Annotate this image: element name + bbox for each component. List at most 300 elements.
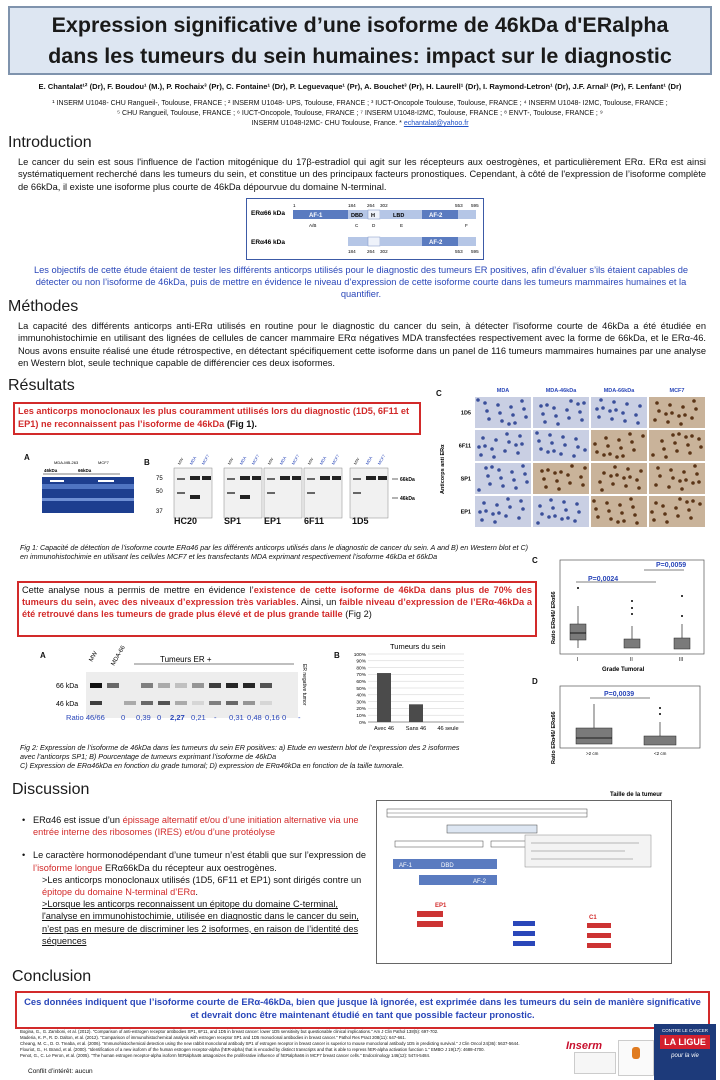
ihc-nucleus — [628, 475, 632, 479]
ihc-nucleus — [658, 474, 662, 478]
oncopole-logo — [618, 1040, 654, 1076]
blot2-band-46 — [158, 701, 170, 705]
ihc-nucleus — [549, 498, 553, 502]
ihc-nucleus — [573, 519, 577, 523]
ihc-nucleus — [554, 414, 558, 418]
ihc-nucleus — [548, 433, 552, 437]
ihc-nucleus — [538, 504, 542, 508]
affiliation-line-3 — [10, 119, 710, 129]
ihc-nucleus — [678, 479, 682, 483]
ihc-nucleus — [697, 437, 701, 441]
domain46-num-553: 553 — [455, 249, 463, 254]
ihc-nucleus — [480, 518, 484, 522]
fig2a-lane-mw: MW — [88, 650, 100, 663]
fig2b-chart — [342, 638, 468, 738]
ihc-nucleus — [478, 510, 482, 514]
ihc-nucleus — [621, 411, 625, 415]
ihc-nucleus — [675, 449, 679, 453]
ihc-nucleus — [484, 509, 488, 513]
ihc-nucleus — [619, 446, 623, 450]
chart-ytick-label: 30% — [356, 700, 366, 706]
ihc-axis-label: Anticorps anti ERα — [440, 444, 446, 494]
ratio-11: - — [298, 713, 301, 722]
ihc-nucleus — [622, 476, 626, 480]
blot-ladder — [227, 478, 235, 480]
ihc-nucleus — [545, 403, 549, 407]
university-logo — [574, 1052, 616, 1074]
ihc-nucleus — [593, 442, 597, 446]
blot-band-66 — [202, 476, 211, 480]
ihc-nucleus — [521, 507, 525, 511]
ratio-9: 0,16 — [265, 713, 280, 722]
ihc-nucleus — [621, 454, 625, 458]
ihc-nucleus — [574, 437, 578, 441]
blot-lane-label: MW — [176, 456, 185, 466]
email-link[interactable]: echantalat@yahoo.fr — [403, 120, 469, 127]
ihc-column-label: MDA — [496, 388, 510, 394]
ihc-nucleus — [662, 447, 666, 451]
ihc-nucleus — [687, 508, 691, 512]
fig2a-ratio-row — [66, 713, 326, 725]
blot2-band-66 — [90, 683, 102, 688]
ihc-nucleus — [604, 436, 608, 440]
ihc-nucleus — [524, 415, 528, 419]
ihc-nucleus — [654, 501, 658, 505]
ihc-nucleus — [546, 450, 550, 454]
bullet-1-b: épissage alternatif et/ou d’une initiation alternative via une entrée interne des ribosomes (IRES) et/ou d’une protéolyse — [33, 815, 359, 838]
ihc-nucleus — [576, 445, 580, 449]
ihc-nucleus — [618, 503, 622, 507]
domain-af1-label: AF-1 — [309, 213, 323, 219]
disc-ep1-label: EP1 — [435, 903, 447, 909]
ihc-nucleus — [498, 411, 502, 415]
ihc-nucleus — [559, 470, 563, 474]
ihc-nucleus — [638, 404, 642, 408]
fig2c-tick-3: III — [679, 657, 684, 663]
ihc-nucleus — [613, 465, 617, 469]
blot-lane-label: MW — [352, 456, 361, 466]
ihc-nucleus — [667, 485, 671, 489]
finding-2-part-d: faible niveau d’expression de l’ERα-46kDa a été retrouvé dans les tumeurs de grade plus élevé et de plus grande taille — [22, 597, 533, 620]
ihc-nucleus — [583, 466, 587, 470]
ihc-nucleus — [511, 413, 515, 417]
ligue-logo-subtitle: CONTRE LE CANCER — [661, 1028, 708, 1033]
ihc-nucleus — [499, 476, 503, 480]
ligue-logo — [654, 1024, 716, 1080]
blot2-band-66 — [226, 683, 238, 688]
blot2-band-46 — [90, 701, 102, 705]
fig2d-axis-label: Ratio ERα46/ ERα66 — [551, 711, 557, 764]
blot-band-66 — [252, 476, 261, 480]
ihc-nucleus — [486, 474, 490, 478]
ihc-nucleus — [623, 419, 627, 423]
blot2-band-66 — [107, 683, 119, 688]
blot2-band-66 — [158, 683, 170, 688]
blot-band-66 — [190, 476, 200, 480]
blot-ladder — [227, 492, 235, 494]
ihc-nucleus — [694, 407, 698, 411]
ihc-nucleus — [612, 400, 616, 404]
domain-af2-label: AF-2 — [429, 213, 443, 219]
chart-ytick-label: 50% — [356, 686, 366, 692]
ratio-6: - — [214, 713, 217, 722]
ihc-nucleus — [552, 449, 556, 453]
ihc-nucleus — [605, 501, 609, 505]
ihc-nucleus — [615, 455, 619, 459]
ihc-nucleus — [509, 405, 513, 409]
antibody-1d5: 1D5 — [352, 516, 369, 526]
ratio-5: 0,21 — [191, 713, 206, 722]
ihc-nucleus — [562, 500, 566, 504]
ihc-nucleus — [608, 409, 612, 413]
ihc-nucleus — [678, 497, 682, 501]
blot-lane-label: MCF7 — [376, 453, 387, 466]
chart-ytick-label: 80% — [356, 666, 366, 672]
intro-text: Le cancer du sein est sous l'influence de l'action mitogénique du 17β-estradiol qui agit sur les récepteurs aux oestrogènes, et particulièrement ERα. ERα est ainsi systématiquement recherché dans les tumeurs du sein, et constitue un des principaux facteurs pronostiques. Cependant, à côté de l'expression de l’isoforme complète de 66kDa, il existe une isoforme plus courte de 46kDa dépourvue du domaine N-terminal. — [18, 157, 706, 192]
ihc-nucleus — [483, 401, 487, 405]
ihc-nucleus — [540, 469, 544, 473]
ihc-nucleus — [565, 408, 569, 412]
ihc-nucleus — [514, 443, 518, 447]
ihc-nucleus — [577, 510, 581, 514]
ihc-nucleus — [550, 441, 554, 445]
ihc-nucleus — [537, 439, 541, 443]
fig1a-col-mcf7: MCF7 — [98, 460, 109, 465]
fig1a-blot-svg — [40, 458, 136, 518]
blot-band-66 — [320, 476, 330, 480]
ihc-nucleus — [690, 416, 694, 420]
fig1b-mw-75: 75 — [156, 476, 163, 482]
finding-2-part-e: (Fig 2) — [342, 609, 372, 620]
ihc-nucleus — [691, 499, 695, 503]
fig2a-tumeurs-er: Tumeurs ER + — [160, 655, 212, 664]
bullet-2-c: ERα66kDa du récepteur aux oestrogènes. — [102, 862, 277, 873]
chart-category-label: Sans 46 — [405, 726, 427, 732]
finding-2-part-a: Cette analyse nous a permis de mettre en évidence l’ — [22, 585, 254, 595]
ihc-nucleus — [652, 518, 656, 522]
ihc-nucleus — [522, 407, 526, 411]
ihc-nucleus — [628, 432, 632, 436]
domain46-num-595: 595 — [471, 249, 479, 254]
conclusion-heading: Conclusion — [12, 968, 92, 985]
fig2c-box-grade-2 — [624, 639, 640, 648]
chart-category-label: Avec 46 — [373, 726, 395, 732]
ihc-nucleus — [578, 410, 582, 414]
ihc-nucleus — [579, 475, 583, 479]
blot-band-66 — [332, 476, 341, 480]
ihc-nucleus — [523, 472, 527, 476]
ihc-nucleus — [575, 502, 579, 506]
reference-1: Bogina, G., G. Zamboni, et al. (2012). "Comparison of anti-estrogen receptor antibodies SP1, 6F11, and 1D5 in breast cancer: lower 1D5 sensitivity but questionable clinical implications." Am J Clin Pathol 138(5): 697-702. — [20, 1029, 439, 1034]
ihc-nucleus — [539, 404, 543, 408]
ihc-nucleus — [634, 413, 638, 417]
ihc-nucleus — [490, 447, 494, 451]
ihc-nucleus — [520, 442, 524, 446]
fig1a-row-46: 46kDa — [44, 468, 58, 473]
disc-af1-label: AF-1 — [399, 863, 413, 869]
domain-letter-ab: A/B — [309, 223, 317, 228]
blot-band-66 — [378, 476, 387, 480]
ihc-nucleus — [494, 438, 498, 442]
ihc-nucleus — [684, 478, 688, 482]
sub-1-b: épitope du domaine N-terminal d’ERα — [42, 887, 196, 898]
fig2b-chart-svg — [342, 638, 468, 738]
fig1-label-b: B — [144, 458, 150, 467]
blot-lane-label: MDA — [364, 455, 374, 466]
blot-ladder — [353, 492, 361, 494]
ihc-row-label: 6F11 — [458, 443, 471, 450]
ihc-tile — [591, 430, 647, 461]
ihc-nucleus — [512, 478, 516, 482]
ihc-nucleus — [555, 479, 559, 483]
domain-letter-c: C — [355, 223, 359, 228]
ihc-nucleus — [516, 451, 520, 455]
ihc-nucleus — [510, 470, 514, 474]
blot2-band-46 — [141, 701, 153, 705]
ihc-nucleus — [656, 466, 660, 470]
ihc-nucleus — [600, 488, 604, 492]
blot-ladder — [353, 478, 361, 480]
blot-lane-label: MDA — [238, 455, 248, 466]
ihc-nucleus — [673, 441, 677, 445]
ihc-nucleus — [670, 411, 674, 415]
ihc-nucleus — [676, 514, 680, 518]
fig1b-mw-37: 37 — [156, 509, 163, 515]
ihc-nucleus — [697, 480, 701, 484]
fig2d-box-large — [576, 728, 612, 744]
ihc-nucleus — [597, 415, 601, 419]
ihc-nucleus — [525, 480, 529, 484]
ihc-nucleus — [655, 401, 659, 405]
ihc-nucleus — [651, 453, 655, 457]
ihc-nucleus — [633, 513, 637, 517]
domain-label-46: ERα46 kDa — [251, 239, 285, 246]
ihc-nucleus — [514, 486, 518, 490]
title-banner — [8, 6, 712, 75]
ihc-nucleus — [501, 484, 505, 488]
blot-lane-label: MW — [306, 456, 315, 466]
discussion-heading: Discussion — [12, 781, 90, 798]
bullet-2-a: Le caractère hormonodépendant d’une tumeur n’est établi que sur l’expression de — [33, 850, 367, 861]
affiliation-line-2: ⁵ CHU Rangueil, Toulouse, FRANCE ; ⁶ IUCT-Oncopole, Toulouse, FRANCE ; ⁷ INSERM U1048-I2MC, Toulouse, FRANCE ; ⁸ ENVT-, Toulouse, FRANCE ; ⁹ — [117, 110, 603, 117]
ihc-row-label: 1D5 — [460, 410, 471, 417]
blot-lane-label: MW — [226, 456, 235, 466]
ihc-nucleus — [615, 473, 619, 477]
ihc-nucleus — [635, 478, 639, 482]
fig2c-box-grade-3 — [674, 638, 690, 649]
antibody-sp1: SP1 — [224, 516, 242, 526]
ihc-nucleus — [481, 436, 485, 440]
ratio-4: 2,27 — [170, 713, 185, 722]
ihc-nucleus — [484, 466, 488, 470]
ihc-nucleus — [631, 505, 635, 509]
ligue-logo-title: LA LIGUE — [660, 1035, 710, 1049]
chart-ytick-label: 60% — [356, 680, 366, 685]
ihc-nucleus — [540, 512, 544, 516]
ihc-tile — [649, 496, 705, 527]
fig2c-boxplot-svg — [546, 556, 706, 674]
fig2d-tick-1: >2 cm — [586, 751, 599, 756]
ihc-nucleus — [641, 434, 645, 438]
conflict-statement: Conflit d’intérêt: aucun — [28, 1068, 93, 1075]
ihc-nucleus — [610, 417, 614, 421]
ihc-nucleus — [479, 453, 483, 457]
objective-text: Les objectifs de cette étude étaient de tester les différents anticorps utilisés pour le diagnostic des tumeurs ER positives, afin d’évaluer s’ils étaient capables de détecter ou non l’isoforme de 46kDa, puis de mettre en évidence le niveau d’expression de cette isoforme courte dans les tumeurs mammaires humaines et la quantifier. — [33, 265, 689, 299]
affiliations — [10, 99, 710, 129]
blot-band-66 — [280, 476, 290, 480]
chart-ytick-label: 10% — [356, 714, 366, 719]
fig2a-row-46: 46 kDa — [56, 701, 79, 708]
fig2c-box-grade-1 — [570, 624, 586, 640]
ihc-nucleus — [513, 421, 517, 425]
chart-ytick-label: 70% — [356, 673, 366, 679]
ihc-nucleus — [632, 448, 636, 452]
chart-ytick-label: 0% — [359, 720, 366, 726]
reference-4: Flouriot, G., H. Brand, et al. (2000). "Identification of a new isoform of the human estrogen receptor-alpha (hER-alpha) that is encoded by distinct transcripts and that is able to repress hER-alpha activation function 1." EMBO J 19(17): 4688-4700. — [20, 1047, 485, 1052]
ihc-nucleus — [682, 470, 686, 474]
ihc-nucleus — [582, 401, 586, 405]
ihc-nucleus — [637, 486, 641, 490]
ihc-nucleus — [661, 504, 665, 508]
finding-2-part-c: . Ainsi, un — [296, 597, 340, 608]
ihc-nucleus — [492, 455, 496, 459]
ihc-nucleus — [566, 516, 570, 520]
ihc-nucleus — [547, 515, 551, 519]
ihc-nucleus — [609, 474, 613, 478]
ratio-3: 0 — [157, 713, 162, 722]
blot-lane-label: MCF7 — [290, 453, 301, 466]
ihc-nucleus — [636, 421, 640, 425]
fig2-label-c: C — [532, 556, 538, 565]
ihc-nucleus — [517, 516, 521, 520]
fig1b-kda-66: 66kDa — [400, 477, 415, 483]
ihc-nucleus — [544, 485, 548, 489]
ihc-tile — [533, 430, 589, 461]
ratio-7: 0,31 — [229, 713, 244, 722]
ihc-nucleus — [688, 451, 692, 455]
ihc-nucleus — [685, 500, 689, 504]
fig1-label-a: A — [24, 453, 30, 462]
ihc-nucleus — [580, 418, 584, 422]
disc-c1-label: C1 — [589, 915, 597, 921]
blot-lane-label: MDA — [318, 455, 328, 466]
ihc-nucleus — [543, 420, 547, 424]
ihc-nucleus — [668, 403, 672, 407]
ihc-nucleus — [485, 409, 489, 413]
blot-ladder — [307, 478, 315, 480]
fig2-label-a: A — [40, 651, 46, 660]
ihc-nucleus — [669, 468, 673, 472]
fig2c-boxplot — [546, 556, 706, 674]
blot2-band-46 — [192, 701, 204, 705]
ihc-nucleus — [691, 481, 695, 485]
blot-band-46 — [190, 495, 200, 499]
methods-text: La capacité des différents anticorps anti-ERα utilisés en routine pour le diagnostic du cancer du sein, à détecter l'isoforme courte de 46kDa a été étudiée en immunohistochimie en utilisant des lignées de cellules de cancer mammaire ERα négatives MDA transfectées respectivement avec la forme de 66kDa, et le ERα-46. Nous avons ensuite réalisé une étude rétrospective, en détectant spécifiquement cette isoforme dans un panel de 116 tumeurs mammaires humaines par une analyse en Western blot, seule technique capable de différencier ces deux isoformes. — [18, 321, 706, 369]
finding-1-suffix: (Fig 1). — [224, 418, 257, 429]
blot-lane-label: MDA — [188, 455, 198, 466]
fig1a-col-mda: MDA-MB-263 — [54, 460, 79, 465]
results-heading: Résultats — [8, 377, 75, 394]
ihc-nucleus — [507, 422, 511, 426]
ihc-nucleus — [689, 516, 693, 520]
blot2-band-66 — [175, 683, 187, 688]
blot-lane-label: MW — [266, 456, 275, 466]
ihc-nucleus — [500, 419, 504, 423]
ihc-nucleus — [572, 454, 576, 458]
ihc-column-label: MDA-66kDa — [603, 388, 635, 394]
ihc-nucleus — [594, 507, 598, 511]
domain-letter-d: D — [372, 223, 376, 228]
fig2-caption-line-3: C) Expression de ERα46kDa en fonction du grade tumoral; D) expression de ERα46kDa en fonction de la taille tumorale. — [20, 761, 405, 770]
chart-ytick-label: 100% — [353, 652, 366, 658]
ihc-nucleus — [660, 439, 664, 443]
chart-ytick-label: 20% — [356, 707, 366, 713]
ihc-nucleus — [626, 467, 630, 471]
ihc-nucleus — [497, 468, 501, 472]
ihc-nucleus — [692, 399, 696, 403]
ihc-nucleus — [614, 408, 618, 412]
bullet-1-a: ERα46 est issue d’un — [33, 815, 123, 825]
ihc-nucleus — [541, 412, 545, 416]
blot2-band-46 — [243, 701, 255, 705]
discussion-diagram — [376, 800, 672, 964]
ihc-nucleus — [698, 502, 702, 506]
ihc-nucleus — [699, 445, 703, 449]
blot-ladder — [177, 492, 185, 494]
authors: E. Chantalat¹² (Dr), F. Boudou¹ (M.), P. Rochaix³ (Pr), C. Fontaine¹ (Dr), P. Leguevaque¹ (Pr), A. Bouchet³ (Pr), H. Laurell¹ (Dr), I. Raymond-Letron¹ (Dr), J.F. Arnal¹ (Pr), F. Lenfant¹ (Dr) — [38, 82, 682, 91]
ihc-nucleus — [693, 464, 697, 468]
fig1c-ihc-svg — [436, 384, 714, 532]
domain46-f-block — [458, 237, 476, 246]
ihc-nucleus — [496, 403, 500, 407]
fig2c-tick-2: II — [630, 657, 633, 663]
antibody-ep1: EP1 — [264, 516, 282, 526]
ihc-nucleus — [611, 482, 615, 486]
ihc-nucleus — [488, 482, 492, 486]
ihc-nucleus — [677, 432, 681, 436]
disc-dbd-label: DBD — [441, 863, 454, 869]
ihc-nucleus — [583, 448, 587, 452]
ihc-nucleus — [566, 473, 570, 477]
ihc-nucleus — [607, 509, 611, 513]
ihc-nucleus — [506, 497, 510, 501]
bullet-2-b: l’isoforme longue — [33, 862, 103, 873]
blot2-band-66 — [243, 683, 255, 688]
ihc-nucleus — [576, 402, 580, 406]
ihc-nucleus — [625, 402, 629, 406]
fig1a-blot — [40, 458, 136, 518]
ihc-nucleus — [620, 511, 624, 515]
fig2-label-b: B — [334, 651, 340, 660]
ihc-nucleus — [602, 471, 606, 475]
ihc-nucleus — [503, 449, 507, 453]
domain46-h-block — [368, 237, 380, 246]
ihc-nucleus — [622, 519, 626, 523]
fig2d-tick-2: <2 cm — [654, 751, 667, 756]
ihc-nucleus — [477, 445, 481, 449]
ligue-logo-tagline: pour la vie — [671, 1053, 699, 1059]
ihc-nucleus — [695, 472, 699, 476]
conclusion-text: Ces données indiquent que l’isoforme courte de ERα-46kDa, bien que jusque là ignorée, est exprimée dans les tumeurs du sein de manière significative et devrait donc être maintenant étudié en tant que possible facteur pronostic. — [24, 996, 701, 1020]
fig1c-ihc-grid — [436, 384, 714, 532]
fig2a-row-66: 66 kDa — [56, 683, 79, 690]
ihc-nucleus — [684, 435, 688, 439]
ihc-nucleus — [602, 453, 606, 457]
blot2-band-66 — [209, 683, 221, 688]
blot-ladder — [177, 478, 185, 480]
blot2-band-66 — [260, 683, 272, 688]
ihc-nucleus — [539, 447, 543, 451]
